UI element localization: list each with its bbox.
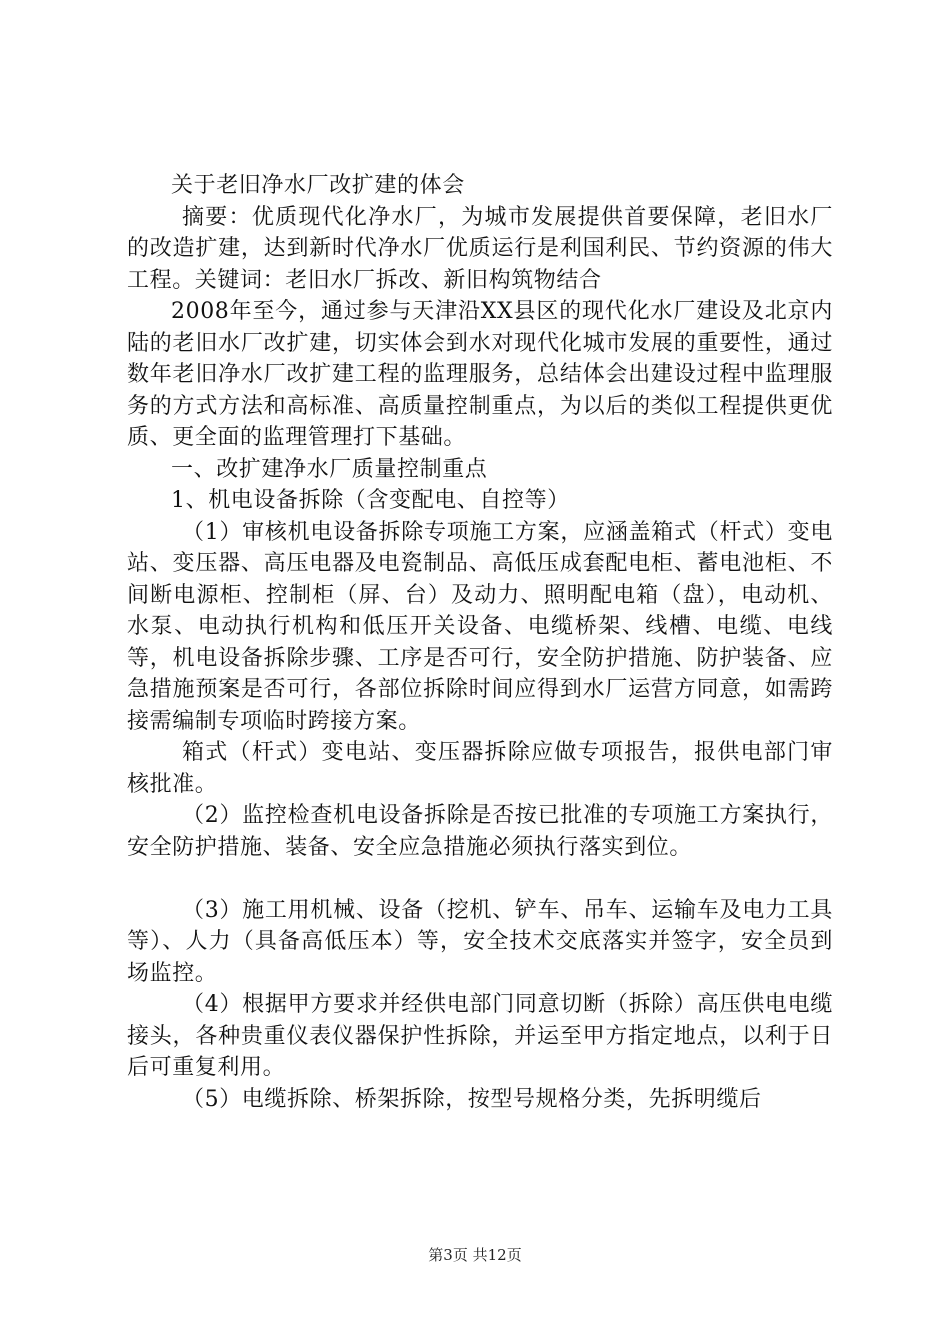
abstract-paragraph: 摘要：优质现代化净水厂，为城市发展提供首要保障，老旧水厂的改造扩建，达到新时代净水厂优质运行是利国利民、节约资源的伟大工程。关键词：老旧水厂拆改、新旧构筑物结合 <box>127 204 833 293</box>
blank-line <box>127 863 833 895</box>
page-footer: 第3页 共12页 <box>428 1246 522 1264</box>
item-2-paragraph: （2）监控检查机电设备拆除是否按已批准的专项施工方案执行，安全防护措施、装备、安全应急措施必须执行落实到位。 <box>127 803 833 860</box>
item-1-paragraph: （1）审核机电设备拆除专项施工方案，应涵盖箱式（杆式）变电站、变压器、高压电器及电瓷制品、高低压成套配电柜、蓄电池柜、不间断电源柜、控制柜（屏、台）及动力、照明配电箱（盘），电动机、水泵、电动执行机构和低压开关设备、电缆桥架、线槽、电缆、电线等，机电设备拆除步骤、工序是否可行，安全防护措施、防护装备、应急措施预案是否可行，各部位拆除时间应得到水厂运营方同意，如需跨接需编制专项临时跨接方案。 <box>127 519 833 734</box>
intro-paragraph: 2008年至今，通过参与天津沿XX县区的现代化水厂建设及北京内陆的老旧水厂改扩建，切实体会到水对现代化城市发展的重要性，通过数年老旧净水厂改扩建工程的监理服务，总结体会出建设过程中监理服务的方式方法和高标准、高质量控制重点，为以后的类似工程提供更优质、更全面的监理管理打下基础。 <box>127 299 833 450</box>
item-4-paragraph: （4）根据甲方要求并经供电部门同意切断（拆除）高压供电电缆接头，各种贵重仪表仪器保护性拆除，并运至甲方指定地点，以利于日后可重复利用。 <box>127 992 833 1080</box>
item-3-paragraph: （3）施工用机械、设备（挖机、铲车、吊车、运输车及电力工具等）、人力（具备高低压本）等，安全技术交底落实并签字，安全员到场监控。 <box>127 897 833 986</box>
document-body <box>127 170 833 1115</box>
subsection-heading: 1、机电设备拆除（含变配电、自控等） <box>171 488 570 513</box>
item-5-paragraph: （5）电缆拆除、桥架拆除，按型号规格分类，先拆明缆后 <box>182 1086 762 1112</box>
substation-paragraph: 箱式（杆式）变电站、变压器拆除应做专项报告，报供电部门审核批准。 <box>127 740 833 797</box>
section-heading: 一、改扩建净水厂质量控制重点 <box>171 456 488 482</box>
document-title: 关于老旧净水厂改扩建的体会 <box>171 173 465 198</box>
